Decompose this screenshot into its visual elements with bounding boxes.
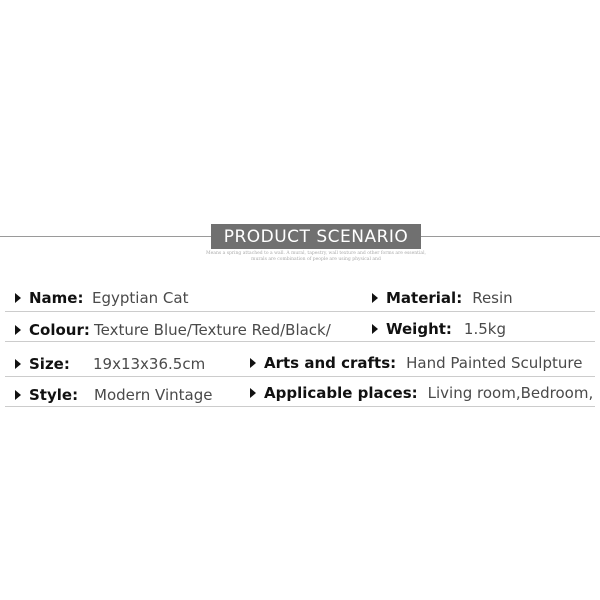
subtitle-line-2: murals are combination of people are using physical and: [251, 257, 381, 262]
spec-weight: [372, 320, 506, 338]
spec-value: Hand Painted Sculpture: [406, 354, 583, 372]
row-divider: [5, 376, 595, 377]
spec-label: Weight:: [386, 320, 452, 338]
spec-label: Arts and crafts:: [264, 354, 397, 372]
spec-material: [372, 289, 513, 307]
spec-value: Modern Vintage: [94, 386, 213, 404]
spec-label: Applicable places:: [264, 384, 418, 402]
spec-style: [15, 386, 213, 404]
section-title: PRODUCT SCENARIO: [211, 224, 421, 249]
right-triangle-icon: [15, 390, 21, 400]
right-triangle-icon: [372, 293, 378, 303]
spec-value: Resin: [472, 289, 513, 307]
spec-label: Colour:: [29, 321, 90, 339]
right-triangle-icon: [250, 388, 256, 398]
right-triangle-icon: [372, 324, 378, 334]
spec-label: Style:: [29, 386, 79, 404]
spec-value: Living room,Bedroom,: [427, 384, 594, 402]
spec-value: 1.5kg: [463, 320, 506, 338]
spec-name: [15, 289, 189, 307]
row-divider: [5, 311, 595, 312]
spec-value: 19x13x36.5cm: [93, 355, 206, 373]
right-triangle-icon: [15, 325, 21, 335]
spec-label: Material:: [386, 289, 463, 307]
spec-arts-and-crafts: [250, 354, 582, 372]
section-subtitle: [205, 251, 427, 263]
spec-label: Name:: [29, 289, 84, 307]
subtitle-line-1: Means a spring attached to a wall. A mural, tapestry, wall texture and other forms are essential,: [206, 251, 426, 256]
spec-value: Texture Blue/Texture Red/Black/: [94, 321, 331, 339]
spec-label: Size:: [29, 355, 70, 373]
spec-colour: [15, 321, 331, 339]
spec-value: Egyptian Cat: [92, 289, 189, 307]
row-divider: [5, 406, 595, 407]
right-triangle-icon: [250, 358, 256, 368]
right-triangle-icon: [15, 293, 21, 303]
spec-applicable-places: [250, 384, 593, 402]
spec-size: [15, 355, 206, 373]
right-triangle-icon: [15, 359, 21, 369]
row-divider: [5, 341, 595, 342]
